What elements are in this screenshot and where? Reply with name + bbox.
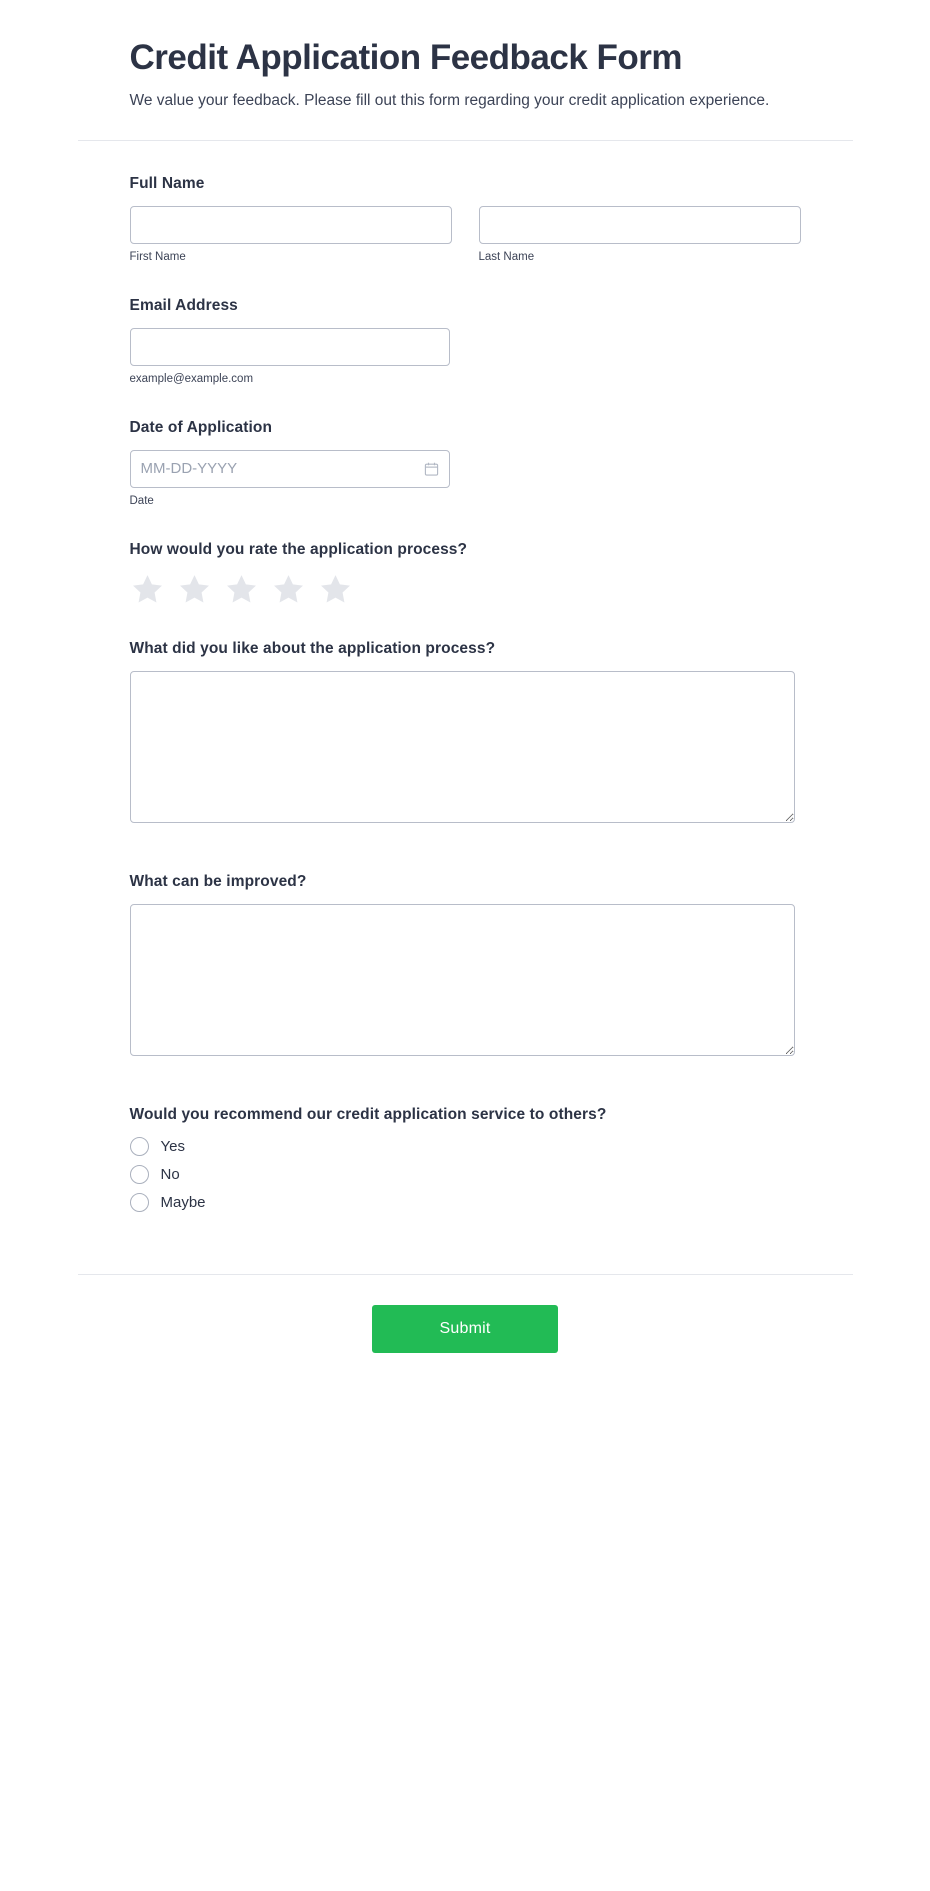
email-field[interactable] (130, 328, 450, 366)
field-improved (130, 873, 801, 1056)
first-name-sublabel: First Name (129, 250, 186, 263)
field-rating (130, 541, 801, 606)
date-input-wrap (130, 450, 450, 488)
radio-circle-icon[interactable] (130, 1165, 149, 1184)
radio-circle-icon[interactable] (130, 1137, 149, 1156)
radio-option-no[interactable] (130, 1165, 801, 1184)
date-input[interactable] (130, 450, 450, 488)
date-label: Date of Application (129, 418, 273, 436)
radio-circle-icon[interactable] (130, 1193, 149, 1212)
form-header (78, 0, 853, 141)
email-label: Email Address (129, 296, 238, 314)
radio-label-yes: Yes (160, 1137, 185, 1155)
rating-label: How would you rate the application process? (129, 540, 468, 558)
radio-label-maybe: Maybe (160, 1193, 206, 1211)
recommend-label: Would you recommend our credit application service to others? (129, 1105, 607, 1123)
field-full-name (130, 175, 801, 263)
star-icon-1[interactable] (130, 572, 165, 606)
submit-button[interactable]: Submit (372, 1305, 558, 1353)
star-icon-5[interactable] (318, 572, 353, 606)
radio-label-no: No (160, 1165, 180, 1183)
field-email (130, 297, 801, 385)
first-name-input[interactable] (130, 206, 452, 244)
star-icon-4[interactable] (271, 572, 306, 606)
star-icon-3[interactable] (224, 572, 259, 606)
liked-label: What did you like about the application process? (129, 639, 496, 657)
radio-option-maybe[interactable] (130, 1193, 801, 1212)
email-col (130, 328, 450, 385)
improved-label: What can be improved? (129, 872, 307, 890)
liked-textarea[interactable] (130, 671, 795, 823)
field-date (130, 419, 801, 507)
form-body (78, 141, 853, 1274)
last-name-input[interactable] (479, 206, 801, 244)
feedback-form (78, 0, 853, 1387)
field-recommend (130, 1106, 801, 1212)
last-name-col (479, 206, 801, 263)
star-icon-2[interactable] (177, 572, 212, 606)
improved-textarea[interactable] (130, 904, 795, 1056)
recommend-radio-group[interactable] (130, 1137, 801, 1212)
full-name-row (130, 206, 801, 263)
last-name-sublabel: Last Name (478, 250, 535, 263)
field-liked (130, 640, 801, 823)
page-title: Credit Application Feedback Form (129, 38, 683, 77)
star-rating[interactable] (130, 572, 801, 606)
date-sublabel: Date (129, 494, 154, 507)
full-name-label: Full Name (129, 174, 205, 192)
first-name-col (130, 206, 452, 263)
form-subtitle: We value your feedback. Please fill out this form regarding your credit application experience. (129, 92, 770, 110)
form-footer (78, 1274, 853, 1387)
email-sublabel: example@example.com (129, 372, 254, 385)
radio-option-yes[interactable] (130, 1137, 801, 1156)
